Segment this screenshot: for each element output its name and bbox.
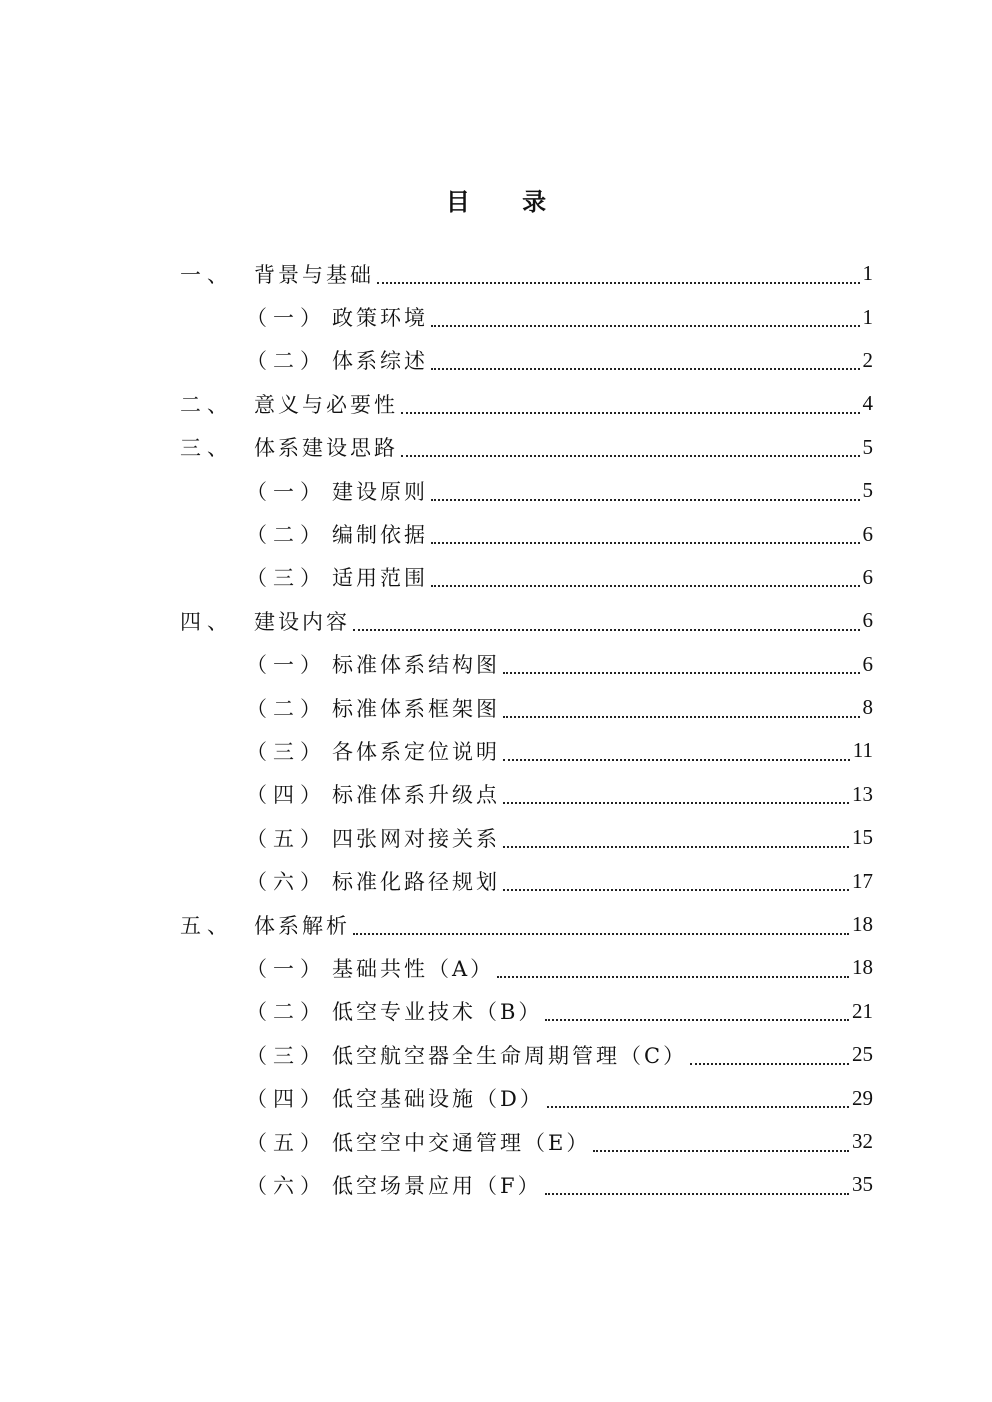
toc-entry-page: 11 [852, 738, 873, 763]
toc-entry[interactable] [0, 512, 992, 555]
toc-entry-title: 体系综述 [332, 349, 428, 374]
toc-entry-number: （二） [246, 349, 327, 374]
toc-entry-title: 背景与基础 [254, 262, 374, 287]
toc-entry-title: 体系解析 [254, 913, 350, 938]
toc-entry-title: 低空航空器全生命周期管理（C） [332, 1043, 688, 1068]
toc-entry[interactable] [0, 1033, 992, 1076]
toc-entry-page: 1 [862, 304, 873, 329]
toc-entry[interactable] [0, 729, 992, 772]
toc-entry-page: 15 [852, 825, 873, 850]
toc-entry-page: 17 [852, 868, 873, 893]
dot-leader [503, 759, 850, 761]
toc-entry-page: 32 [852, 1129, 873, 1153]
dot-leader [690, 1063, 849, 1065]
dot-leader [431, 368, 860, 370]
toc-entry-page: 8 [862, 695, 873, 720]
dot-leader [547, 1106, 849, 1108]
toc-entry[interactable] [0, 990, 992, 1033]
toc-entry[interactable] [0, 773, 992, 816]
dot-leader [353, 629, 860, 631]
dot-leader [497, 976, 849, 978]
toc-entry-title: 各体系定位说明 [332, 739, 500, 764]
toc-entry-page: 18 [852, 955, 873, 980]
toc-entry-number: （四） [246, 1087, 327, 1112]
toc-entry-title: 体系建设思路 [254, 436, 398, 461]
toc-entry-number: （三） [246, 566, 327, 591]
toc-entry-number: 一、 [180, 262, 234, 287]
toc-entry-title: 标准化路径规划 [332, 870, 500, 895]
toc-entry-number: （二） [246, 696, 327, 721]
dot-leader [401, 412, 860, 414]
toc-entry-page: 5 [862, 434, 873, 459]
toc-entry[interactable] [0, 903, 992, 946]
page-title: 目 录 [445, 187, 569, 216]
toc-entry-number: 三、 [180, 436, 234, 461]
toc-entry-number: （六） [246, 1173, 327, 1198]
dot-leader [545, 1019, 849, 1021]
toc-entry-number: （五） [246, 1130, 327, 1155]
toc-entry-page: 29 [852, 1085, 873, 1110]
toc-entry-number: （五） [246, 826, 327, 851]
toc-entry-title: 基础共性（A） [332, 956, 495, 981]
toc-entry-number: （一） [246, 653, 327, 678]
dot-leader [503, 889, 849, 891]
dot-leader [503, 802, 849, 804]
dot-leader [593, 1150, 849, 1152]
toc-entry[interactable] [0, 339, 992, 382]
toc-entry-page: 21 [852, 998, 873, 1023]
dot-leader [503, 846, 849, 848]
toc-entry-title: 建设原则 [332, 479, 428, 504]
toc-entry-number: （一） [246, 956, 327, 981]
toc-entry-page: 35 [852, 1172, 873, 1197]
toc-entry-page: 18 [852, 912, 873, 937]
toc-entry-title: 意义与必要性 [254, 392, 398, 417]
toc-entry[interactable] [0, 1120, 992, 1163]
toc-entry[interactable] [0, 382, 992, 425]
toc-entry-number: （四） [246, 783, 327, 808]
dot-leader [545, 1193, 849, 1195]
toc-entry-page: 1 [862, 261, 873, 286]
dot-leader [431, 585, 860, 587]
toc-entry-number: （一） [246, 306, 327, 331]
toc-entry-title: 编制依据 [332, 523, 428, 548]
toc-entry-number: （一） [246, 479, 327, 504]
toc-entry[interactable] [0, 426, 992, 469]
toc-entry-title: 四张网对接关系 [332, 826, 500, 851]
table-of-contents [0, 252, 992, 1207]
toc-entry-number: （二） [246, 523, 327, 548]
toc-entry-number: （六） [246, 870, 327, 895]
toc-entry-title: 低空基础设施（D） [332, 1087, 544, 1112]
toc-entry[interactable] [0, 686, 992, 729]
toc-entry-page: 5 [862, 478, 873, 503]
toc-entry-title: 低空专业技术（B） [332, 1000, 543, 1025]
toc-entry-title: 标准体系框架图 [332, 696, 500, 721]
toc-entry[interactable] [0, 859, 992, 902]
dot-leader [431, 325, 860, 327]
toc-entry-title: 标准体系结构图 [332, 653, 500, 678]
toc-entry-page: 6 [862, 651, 873, 676]
toc-entry[interactable] [0, 295, 992, 338]
toc-entry[interactable] [0, 469, 992, 512]
toc-entry-number: 二、 [180, 392, 234, 417]
dot-leader [431, 499, 860, 501]
dot-leader [353, 933, 849, 935]
toc-entry-title: 低空空中交通管理（E） [332, 1130, 591, 1155]
toc-entry[interactable] [0, 599, 992, 642]
toc-entry[interactable] [0, 252, 992, 295]
dot-leader [503, 672, 860, 674]
toc-entry-number: 五、 [180, 913, 234, 938]
toc-entry-page: 6 [862, 608, 873, 633]
toc-entry-number: （二） [246, 1000, 327, 1025]
toc-entry[interactable] [0, 816, 992, 859]
toc-entry-page: 4 [862, 391, 873, 416]
toc-entry-page: 6 [862, 521, 873, 546]
dot-leader [377, 282, 860, 284]
toc-entry-title: 低空场景应用（F） [332, 1173, 542, 1198]
dot-leader [503, 716, 860, 718]
toc-entry[interactable] [0, 946, 992, 989]
toc-entry[interactable] [0, 643, 992, 686]
toc-entry-page: 6 [862, 564, 873, 589]
dot-leader [431, 542, 860, 544]
toc-entry-number: （三） [246, 739, 327, 764]
toc-entry-title: 建设内容 [254, 609, 350, 634]
toc-entry[interactable] [0, 556, 992, 599]
toc-entry-title: 政策环境 [332, 306, 428, 331]
toc-entry-page: 25 [852, 1042, 873, 1067]
toc-entry-page: 2 [862, 347, 873, 372]
toc-entry[interactable] [0, 1076, 992, 1119]
toc-entry-page: 13 [852, 781, 873, 806]
toc-entry-number: 四、 [180, 609, 234, 634]
toc-entry[interactable] [0, 1163, 992, 1206]
dot-leader [401, 455, 860, 457]
toc-entry-number: （三） [246, 1043, 327, 1068]
toc-entry-title: 标准体系升级点 [332, 783, 500, 808]
toc-entry-title: 适用范围 [332, 566, 428, 591]
